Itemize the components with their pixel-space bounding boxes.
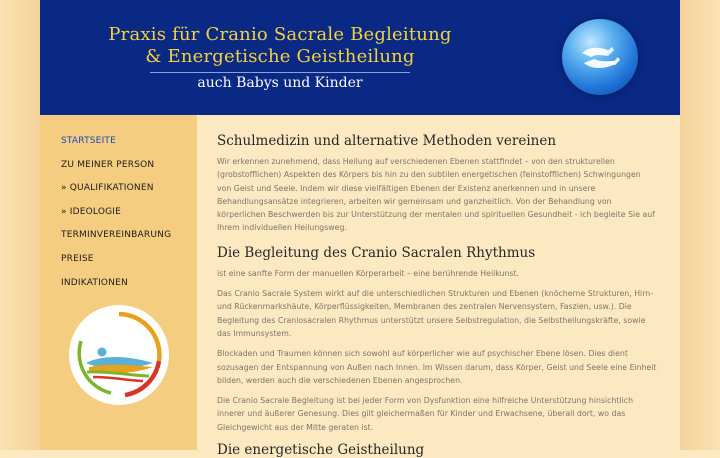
section-heading-geistheilung: Die energetische Geistheilung	[217, 442, 425, 458]
nav-item-startseite[interactable]: STARTSEITE	[61, 136, 117, 146]
page-margin-right	[680, 0, 720, 450]
reclining-figure-logo-icon	[69, 305, 169, 405]
site-title-line1: Praxis für Cranio Sacrale Begleitung	[108, 24, 452, 45]
nav-item-preise[interactable]: PREISE	[61, 253, 94, 264]
paragraph-methoden: Wir erkennen zunehmend, dass Heilung auf verschiedenen Ebenen stattfindet – von den strukturellen (grobstofflichen) Aspekten des Körpers bis hin zu den subtilen energetischen (feinstofflichen) Schwingungen von Geist und Seele. Indem wir diese vielfältigen Ebenen der Existenz anerkennen und in unsere Behandlungsansätze integrieren, arbeiten wir gemeinsam und ganzheitlich. Von der Behandlung von körperlichen Beschwerden bis zur Unterstützung der mentalen und spirituellen Gesundheit - ich begleite Sie auf Ihrem individuellen Heilungsweg.	[217, 157, 655, 233]
main-content	[197, 115, 680, 458]
site-subtitle: auch Babys und Kinder	[197, 75, 363, 91]
nav-item-indikationen[interactable]: INDIKATIONEN	[61, 277, 128, 288]
site-header	[40, 0, 680, 115]
nav-item-zu-meiner-person[interactable]: ZU MEINER PERSON	[61, 159, 155, 170]
paragraph-cranio-blockaden: Blockaden und Traumen können sich sowohl auf körperlicher wie auf psychischer Ebene lösen. Dies dient sozusagen der Entspannung von Außen nach Innen. Im Wissen darum, dass Körper, Geist und Seele eine Einheit bilden, werden auch die verschiedenen Ebenen angesprochen.	[217, 349, 657, 385]
nav-item-ideologie[interactable]: » IDEOLOGIE	[61, 206, 122, 217]
nav-item-terminvereinbarung[interactable]: TERMINVEREINBARUNG	[61, 230, 172, 241]
nav-item-qualifikationen[interactable]: » QUALIFIKATIONEN	[61, 183, 154, 194]
paragraph-cranio-system: Das Cranio Sacrale System wirkt auf die unterschiedlichen Strukturen und Ebenen (knöcherne Strukturen, Hirn- und Rückenmarkshäute, Körperflüssigkeiten, Membranen des zentralen Nervensystem, Faszien, usw.). Die Begleitung des Craniosacralen Rhythmus unterstützt unsere Selbstregulation, die Selbstheilungskräfte, sowie das Immunsystem.	[217, 289, 654, 338]
page	[40, 0, 680, 458]
paragraph-cranio-begleitung: Die Cranio Sacrale Begleitung ist bei jeder Form von Dysfunktion eine hilfreiche Unterstützung hinsichtlich innerer und äußerer Genesung. Dies gilt gleichermaßen für Kinder und Erwachsene, überall dort, wo das Gleichgewicht aus der Mitte geraten ist.	[217, 396, 634, 432]
hands-globe-icon	[562, 19, 638, 95]
title-divider	[150, 72, 410, 73]
sidebar	[40, 115, 197, 450]
section-heading-methoden: Schulmedizin und alternative Methoden vereinen	[217, 133, 557, 149]
section-heading-cranio: Die Begleitung des Cranio Sacralen Rhythmus	[217, 244, 536, 261]
page-margin-left	[0, 0, 40, 450]
paragraph-cranio-intro: ist eine sanfte Form der manuellen Körperarbeit – eine berührende Heilkunst.	[217, 268, 520, 278]
main-nav	[61, 135, 171, 300]
article	[217, 133, 657, 458]
site-title-line2: & Energetische Geistheilung	[145, 46, 415, 67]
